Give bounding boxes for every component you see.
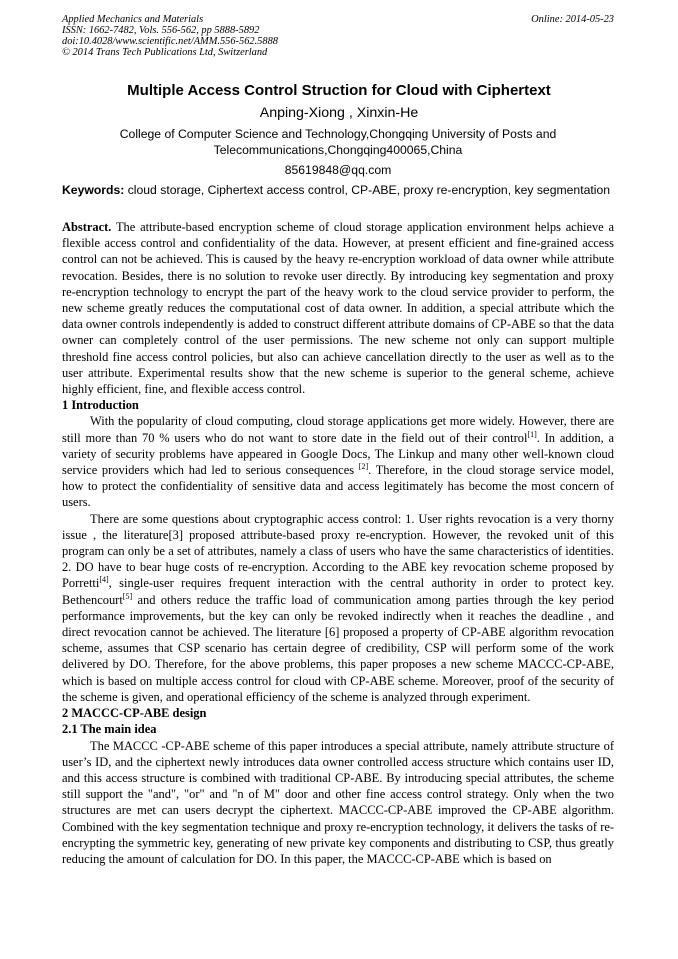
main-idea-paragraph: The MACCC -CP-ABE scheme of this paper introduces a special attribute, namely attribute structure of user’s ID, and the ciphertext newly introduces data owner controlled access structure which contains user ID, and this access structure is combined with traditional CP-ABE. By introducing special attributes, the scheme still support the "and", "or" and "n of M" door and other fine access control strategy. Only when the two structures are met can users decrypt the ciphertext. MACCC-CP-ABE improved the CP-ABE algorithm. Combined with the key segmentation technique and proxy re-encryption technology, it delivers the tasks of re-encrypting the symmetric key, generating of new private key components and distributing to CSP, thus greatly reducing the amount of calculation for DO. In this paper, the MACCC-CP-ABE which is based on — [62, 738, 614, 866]
issn-line: ISSN: 1662-7482, Vols. 556-562, pp 5888-5892 — [62, 25, 260, 36]
journal-name: Applied Mechanics and Materials — [62, 14, 204, 25]
intro-p1-text-b: . In addition, a variety of security problems have appeared in Google Docs, The Linkup and many other well-known cloud service providers which had led to serious consequences — [62, 430, 614, 478]
keywords-text: cloud storage, Ciphertext access control, CP-ABE, proxy re-encryption, key segmentation — [124, 183, 611, 197]
keywords-label: Keywords: — [62, 183, 125, 197]
affiliation-line-2: Telecommunications,Chongqing400065,China — [213, 142, 463, 157]
intro-p1-text-c: . Therefore, in the cloud storage service model, how to protect the confidentiality of sensitive data and access legitimately has become the most concern of users. — [62, 463, 614, 510]
citation-5: [5] — [122, 591, 133, 601]
copyright-line: © 2014 Trans Tech Publications Ltd, Switzerland — [62, 47, 268, 58]
citation-4: [4] — [99, 575, 109, 585]
author-email: 85619848@qq.com — [284, 163, 392, 177]
intro-paragraph-2 — [62, 511, 614, 705]
intro-p2-text-b: , single-user requires frequent interaction with the central authority in order to protect key. Bethencourt — [62, 576, 614, 607]
citation-2: [2] — [358, 462, 369, 472]
keywords — [62, 183, 614, 198]
abstract-text: The attribute-based encryption scheme of cloud storage application environment helps achieve a flexible access control and confidentiality of the data. However, at present efficient and fine-grained access control can not be achieved. This is caused by the heavy re-encryption workload of data owner while attribute revocation. Besides, there is no solution to revoke user directly. By introducing key segmentation and proxy re-encryption technology to encrypt the part of the heavy work to the cloud service provider to perform, the new scheme greatly reduces the computational cost of data owner. In addition, a special attribute which the data owner controls independently is added to construct different attribute domains of CP-ABE so that the data owner can completely control of the user permissions. The new scheme not only can support multiple threshold fine access control policies, but also can achieve cancellation directly to the user as well as to the user attribute. Experimental results show that the new scheme is superior to the general scheme, achieve highly efficient, fine, and flexible access control. — [62, 220, 614, 397]
intro-p2-text-a: There are some questions about cryptographic access control: 1. User rights revocation is a very thorny issue , the literature[3] proposed attribute-based proxy re-encryption. However, the revoked unit of this program can only be a set of attributes, namely a class of users who have the same characteristics of identities. 2. DO have to bear huge costs of re-encryption. According to the ABE key revocation scheme proposed by Porretti — [62, 511, 614, 591]
intro-p1-text-a: With the popularity of cloud computing, cloud storage applications get more widely. However, there are still more than 70 % users who do not want to store date in the field out of their control — [62, 414, 614, 445]
journal-header — [62, 14, 614, 58]
paper-authors: Anping-Xiong , Xinxin-He — [259, 105, 419, 121]
doi-line: doi:10.4028/www.scientific.net/AMM.556-562.5888 — [62, 36, 278, 47]
intro-paragraph-1 — [62, 413, 614, 510]
abstract — [62, 219, 614, 397]
intro-p2-text-c: and others reduce the traffic load of communication among parties through the key period performance improvements, but the key can only be revoked indirectly when it reaches the deadline , and direct revocation cannot be achieved. The literature [6] proposed a property of CP-ABE algorithm revocation scheme, assumes that CSP scenario has certain degree of credibility, CSP will perform some of the work delivered by DO. Therefore, for the above problems, this paper proposes a new scheme MACCC-CP-ABE, which is based on multiple access control for cloud with CP-ABE scheme. Moreover, proof of the security of the scheme is given, and operational efficiency of the scheme is analyzed through experiment. — [62, 592, 614, 704]
citation-1: [1] — [527, 429, 537, 439]
section-2-heading: 2 MACCC-CP-ABE design — [62, 706, 207, 721]
affiliation-line-1: College of Computer Science and Technology,Chongqing University of Posts and — [119, 127, 557, 141]
section-1-heading: 1 Introduction — [62, 398, 139, 413]
paper-body — [62, 219, 614, 867]
section-2-1-heading: 2.1 The main idea — [62, 722, 157, 737]
paper-title: Multiple Access Control Struction for Cloud with Ciphertext — [127, 82, 551, 99]
abstract-label: Abstract. — [62, 220, 112, 234]
affiliation — [62, 127, 614, 158]
online-date: Online: 2014-05-23 — [531, 14, 614, 25]
